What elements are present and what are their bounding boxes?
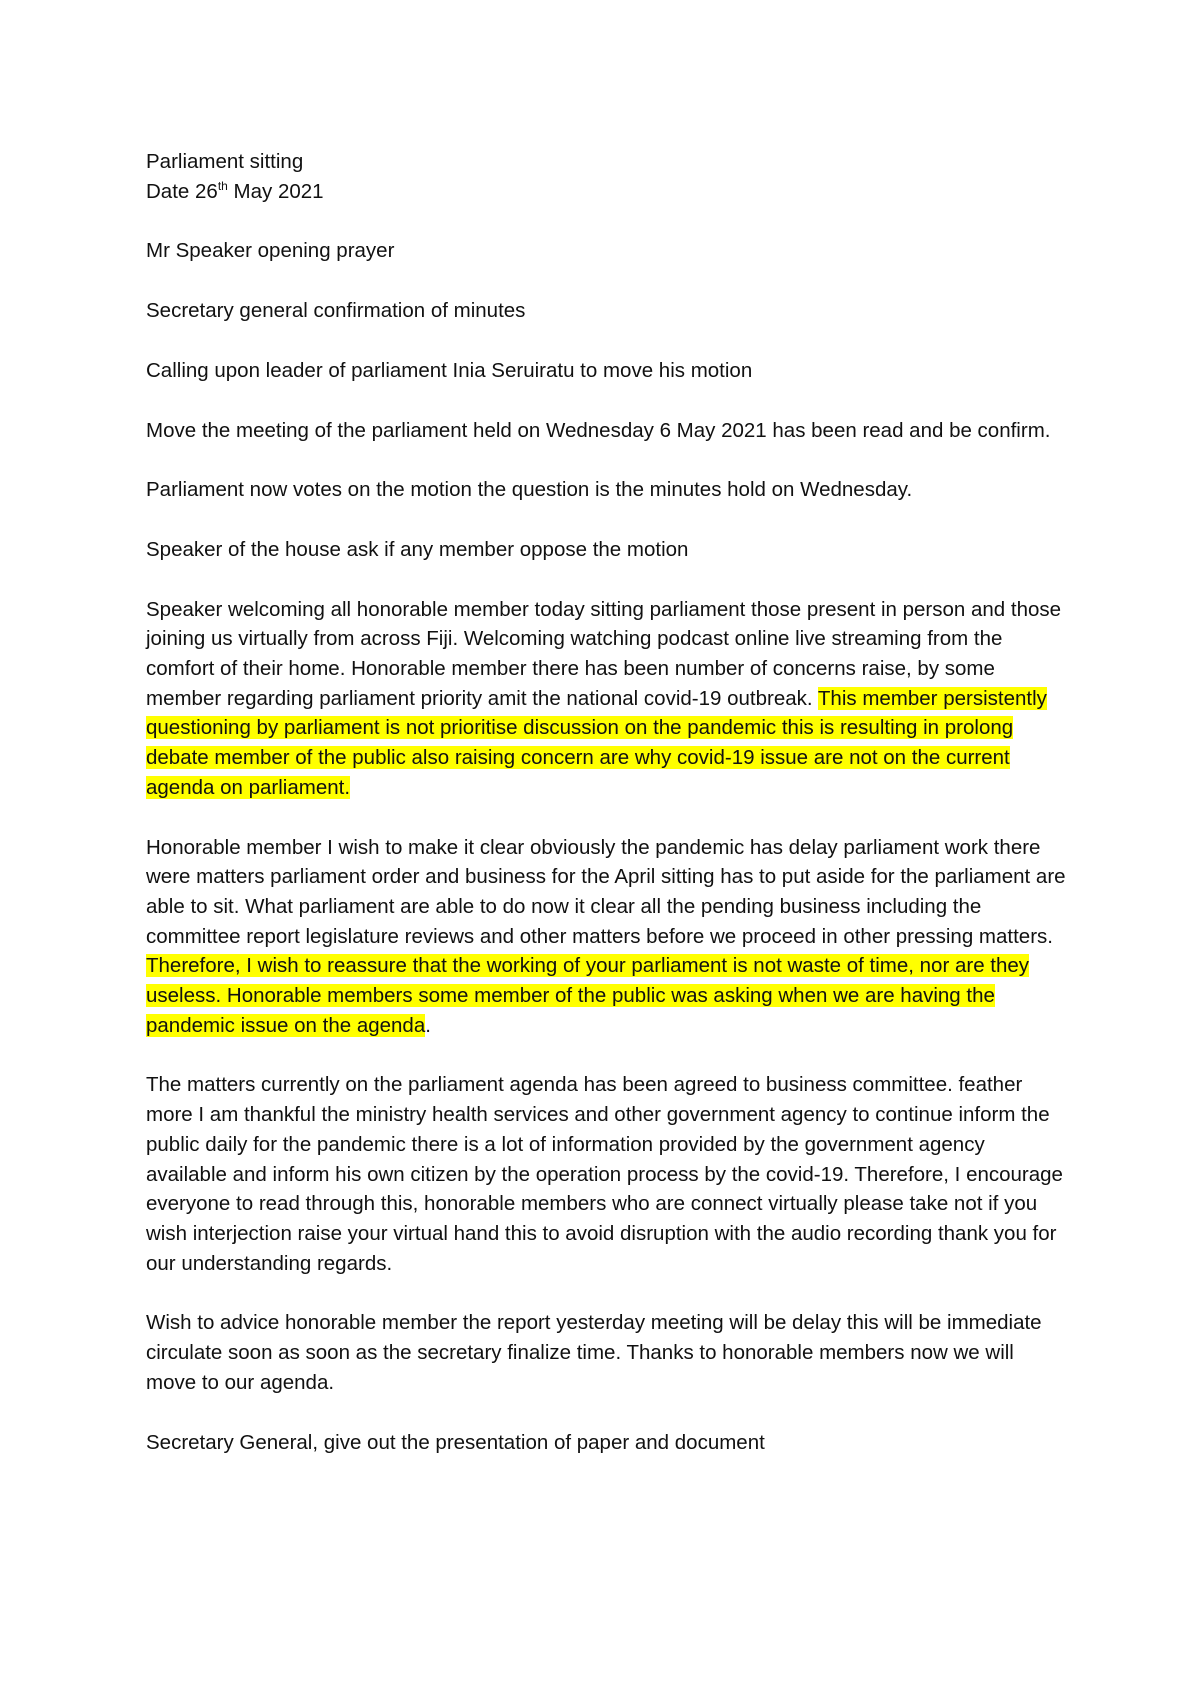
clear-highlighted-text: Therefore, I wish to reassure that the working of your parliament is not waste of time, nor are they useless. Honorable members some member of the public was asking when we are having the pandemic issue on the agenda — [146, 954, 1030, 1037]
paragraph-speaker-welcome — [146, 595, 1066, 803]
clear-text: Honorable member I wish to make it clear obviously the pandemic has delay parliament work there were matters parliament order and business for the April sitting has to put aside for the parliament are able to sit. What parliament are able to do now it clear all the pending business including the committee report legislature reviews and other matters before we proceed in other pressing matters. — [146, 835, 1066, 948]
paragraph-matters-on-agenda: The matters currently on the parliament agenda has been agreed to business committee. feather more I am thankful the ministry health services and other government agency to continue inform the public daily for the pandemic there is a lot of information provided by the government agency available and inform his own citizen by the operation process by the covid-19. Therefore, I encourage everyone to read through this, honorable members who are connect virtually please take not if you wish interjection raise your virtual hand this to avoid disruption with the audio recording thank you for our understanding regards. — [146, 1073, 1063, 1275]
paragraph-opening-prayer: Mr Speaker opening prayer — [146, 239, 395, 263]
clear-tail-text: . — [425, 1013, 431, 1037]
date-rest: May 2021 — [227, 179, 324, 203]
document-body — [146, 147, 1066, 1487]
paragraph-calling-leader: Calling upon leader of parliament Inia Seruiratu to move his motion — [146, 358, 753, 382]
paragraph-confirmation-of-minutes: Secretary general confirmation of minutes — [146, 299, 526, 323]
date-ordinal-suffix: th — [217, 178, 228, 193]
paragraph-votes-on-motion: Parliament now votes on the motion the question is the minutes hold on Wednesday. — [146, 478, 913, 502]
welcome-text: Speaker welcoming all honorable member today sitting parliament those present in person and those joining us virtually from across Fiji. Welcoming watching podcast online live streaming from the comfort of their home. Honorable member there has been number of concerns raise, by some member regarding parliament priority amit the national covid-19 outbreak. — [146, 597, 1062, 710]
paragraph-move-meeting: Move the meeting of the parliament held on Wednesday 6 May 2021 has been read and be confirm. — [146, 418, 1051, 442]
welcome-highlighted-text: This member persistently questioning by parliament is not prioritise discussion on the pandemic this is resulting in prolong debate member of the public also raising concern are why covid-19 issue are not on the current agenda on parliament. — [146, 686, 1047, 799]
paragraph-advice-report: Wish to advice honorable member the report yesterday meeting will be delay this will be immediate circulate soon as soon as the secretary finalize time. Thanks to honorable members now we will move to our agenda. — [146, 1311, 1042, 1394]
paragraph-make-it-clear — [146, 833, 1066, 1041]
date-prefix: Date 26 — [146, 179, 218, 203]
paragraph-oppose-motion: Speaker of the house ask if any member oppose the motion — [146, 537, 689, 561]
paragraph-secretary-general: Secretary General, give out the presentation of paper and document — [146, 1430, 765, 1454]
document-date — [146, 177, 1066, 207]
document-title: Parliament sitting — [146, 150, 304, 173]
